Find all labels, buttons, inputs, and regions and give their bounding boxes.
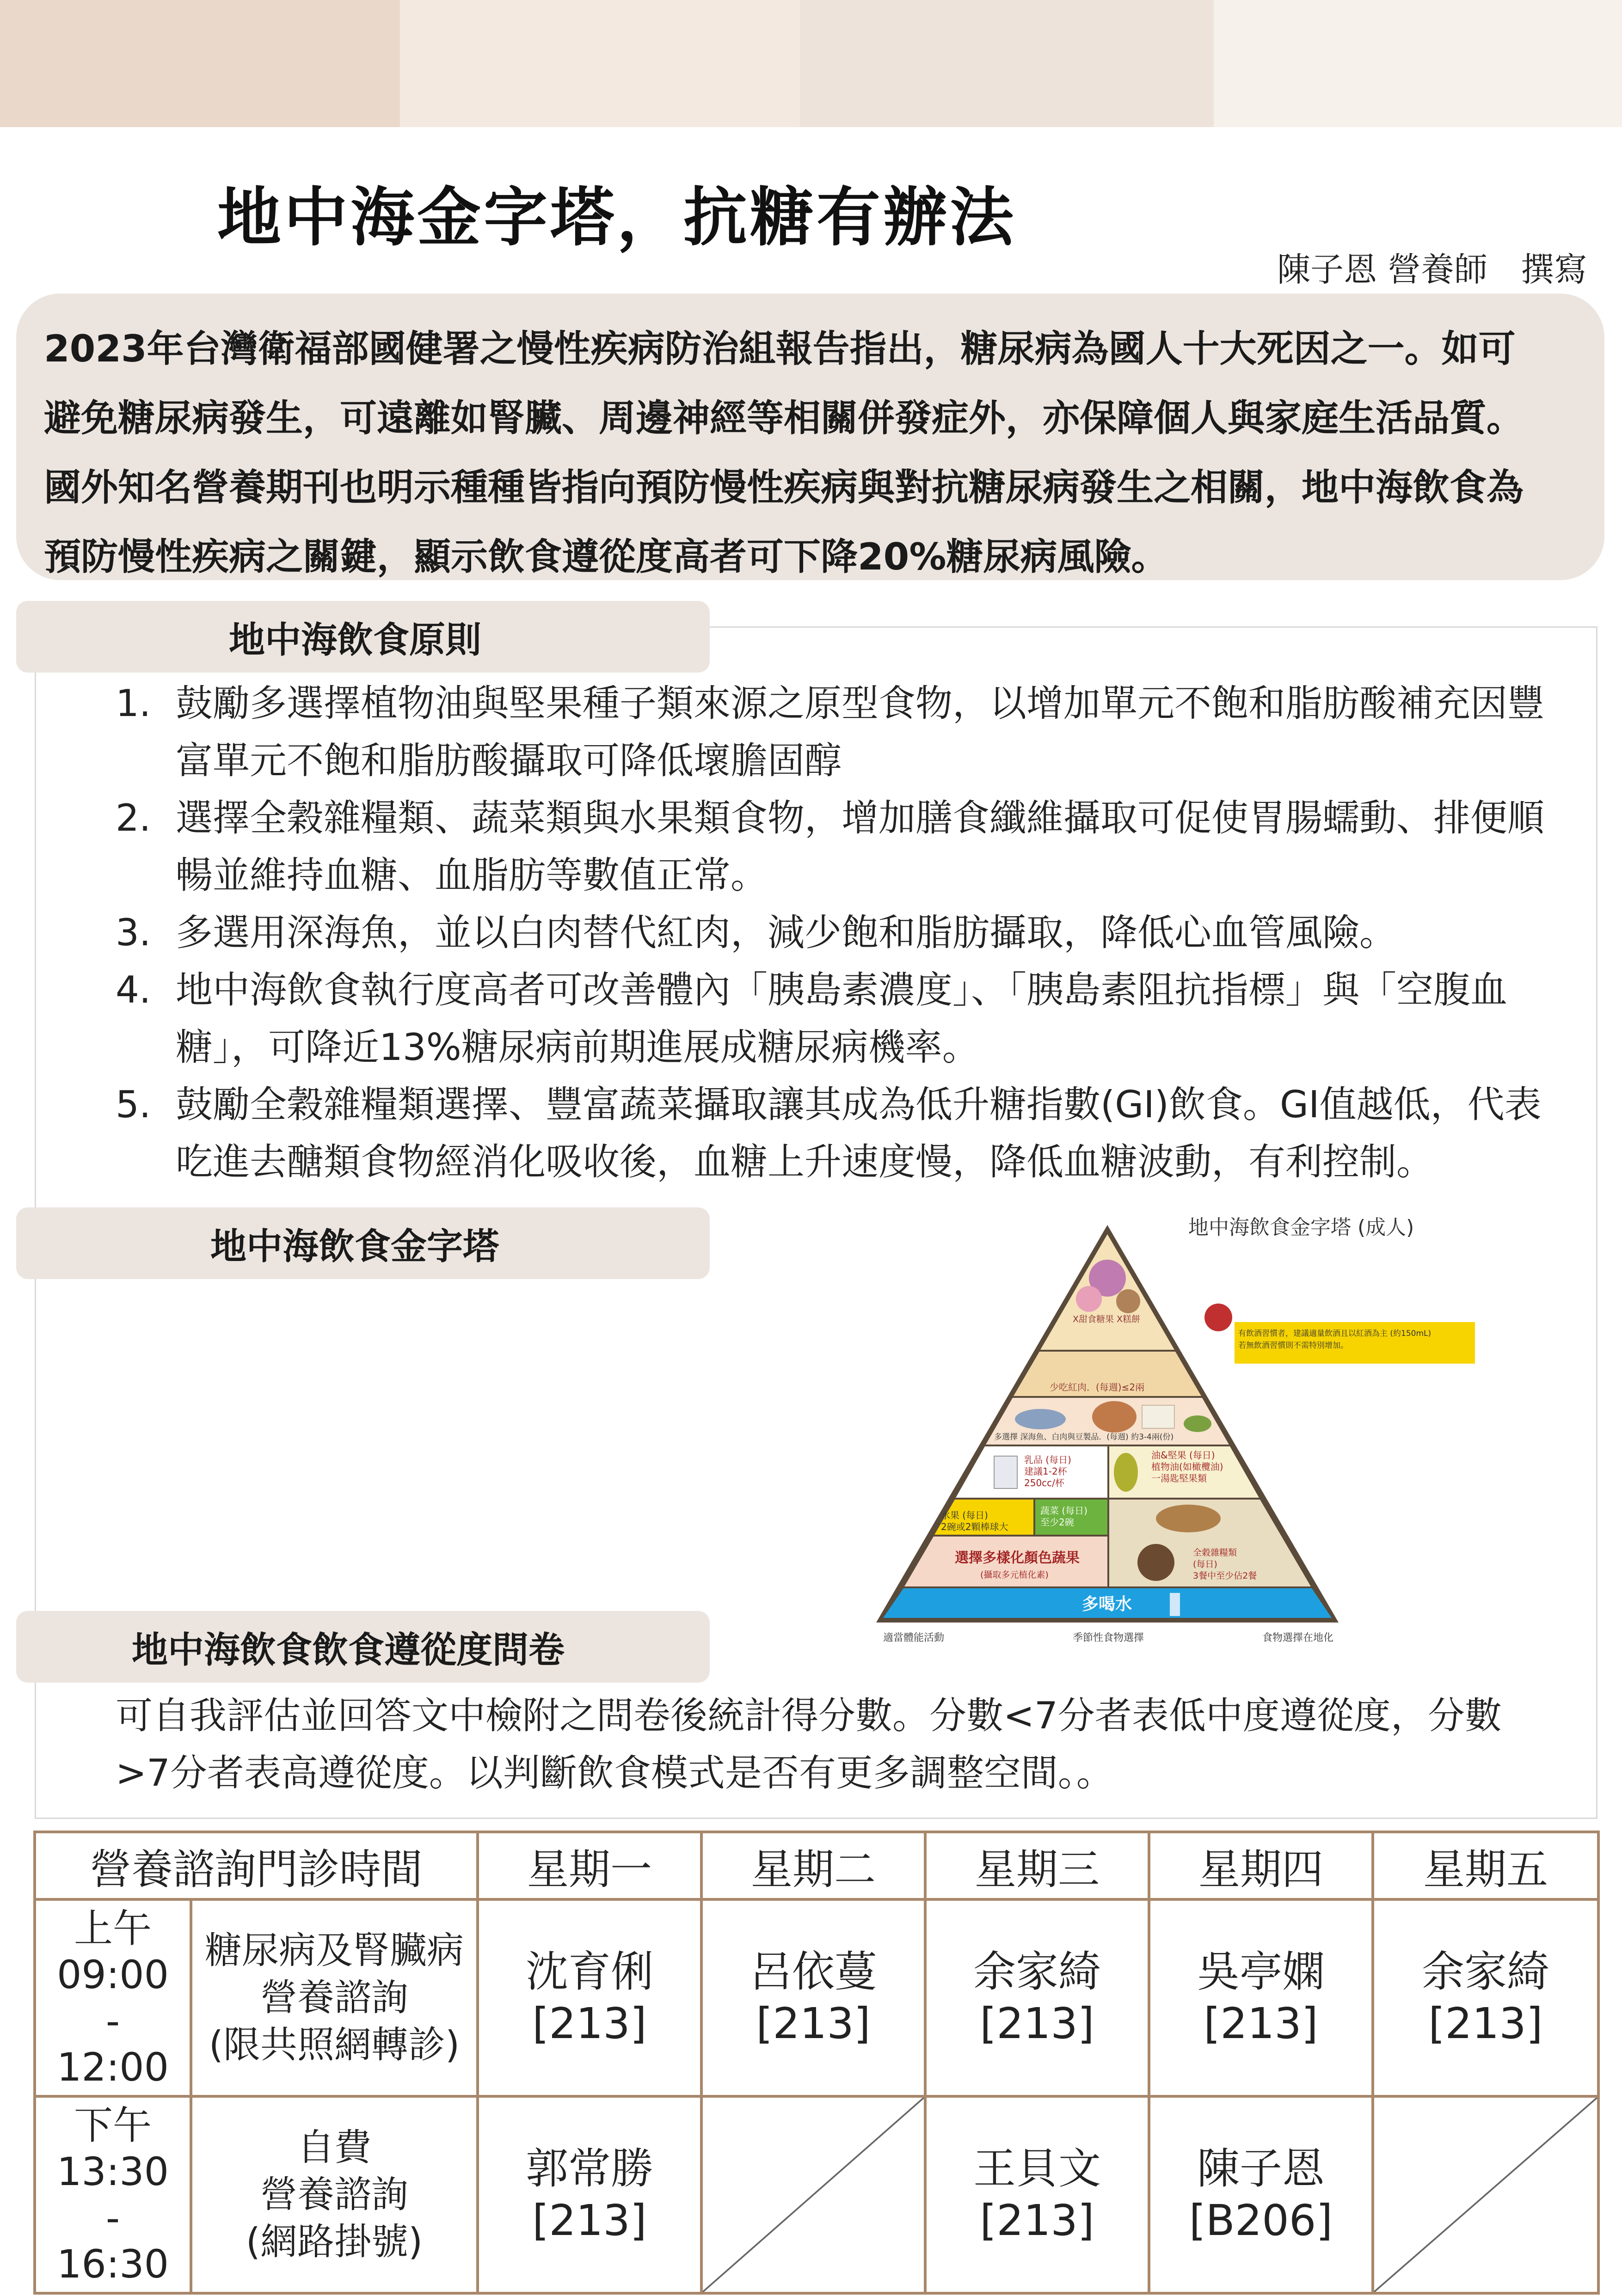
am-friday-cell xyxy=(1373,1899,1598,2096)
header-monday: 星期一 xyxy=(478,1832,701,1899)
service-line: 糖尿病及腎臟病 xyxy=(205,1929,464,1972)
room-number: [213] xyxy=(980,2196,1094,2245)
am-thursday-cell xyxy=(1149,1899,1373,2096)
header-friday: 星期五 xyxy=(1373,1832,1598,1899)
pyramid-footer-local: 食物選擇在地化 xyxy=(1262,1632,1334,1644)
beans-icon xyxy=(1184,1415,1211,1432)
grains-label: 全穀雜糧類(每日) 3餐中至少佔2餐 xyxy=(1193,1548,1257,1581)
grain-bowl-icon xyxy=(1137,1544,1174,1581)
time-line: 上午 xyxy=(74,1906,152,1951)
dietitian-name: 郭常勝 xyxy=(525,2144,653,2193)
page-title: 地中海金字塔，抗糖有辦法 xyxy=(217,180,1017,255)
room-number: [213] xyxy=(1428,1999,1543,2048)
bread-icon xyxy=(1156,1505,1221,1532)
principles-list xyxy=(116,675,1558,1191)
pm-service-cell xyxy=(191,2096,478,2293)
intro-line: 國外知名營養期刊也明示種種皆指向預防慢性疾病與對抗糖尿病發生之相關，地中海飲食為 xyxy=(44,466,1524,509)
pm-monday-cell xyxy=(478,2096,701,2293)
list-text: 多選用深海魚，並以白肉替代紅肉，減少飽和脂肪攝取，降低心血管風險。 xyxy=(176,911,1396,954)
time-line: 09:00 xyxy=(56,1952,169,1997)
header-wednesday: 星期三 xyxy=(925,1832,1149,1899)
dietitian-name: 王貝文 xyxy=(973,2144,1101,2193)
section-label-pyramid xyxy=(16,1207,710,1279)
pm-time-cell xyxy=(35,2096,191,2293)
list-number: 5. xyxy=(116,1083,151,1126)
service-line: 營養諮詢 xyxy=(260,2173,408,2216)
service-line: 營養諮詢 xyxy=(260,1976,408,2019)
header-thursday: 星期四 xyxy=(1149,1832,1373,1899)
chicken-icon xyxy=(1092,1401,1137,1433)
mediterranean-pyramid xyxy=(855,1211,1480,1683)
fruit-label: 水果 (每日) 2碗或2顆棒球大 xyxy=(941,1510,1008,1532)
clinic-schedule-table xyxy=(33,1831,1600,2295)
room-number: [213] xyxy=(532,2196,647,2245)
fish-icon xyxy=(1015,1409,1066,1429)
list-number: 1. xyxy=(116,682,151,725)
list-text: 鼓勵全穀雜糧類選擇、豐富蔬菜攝取讓其成為低升糖指數(GI)飲食。GI值越低，代表吃進去醣類食物經消化吸收後，血糖上升速度慢，降低血糖波動，有利控制。 xyxy=(176,1083,1542,1183)
intro-line: 避免糖尿病發生，可遠離如腎臟、周邊神經等相關併發症外，亦保障個人與家庭生活品質。 xyxy=(44,397,1524,440)
list-text: 選擇全穀雜糧類、蔬菜類與水果類食物，增加膳食纖維攝取可促使胃腸蠕動、排便順暢並維持血糖、血脂肪等數值正常。 xyxy=(176,796,1544,897)
dietitian-name: 吳亭嫻 xyxy=(1197,1947,1325,1996)
time-line: 13:30 xyxy=(56,2149,169,2194)
water-bottle-icon xyxy=(1170,1593,1180,1616)
pyramid-footer-seasonal: 季節性食物選擇 xyxy=(1073,1632,1144,1644)
cookie-icon xyxy=(1116,1289,1140,1313)
list-number: 3. xyxy=(116,911,151,954)
time-line: 下午 xyxy=(74,2103,152,2148)
dietitian-name: 余家綺 xyxy=(973,1947,1101,1996)
am-monday-cell xyxy=(478,1899,701,2096)
time-line: 16:30 xyxy=(56,2241,169,2287)
table-row xyxy=(35,1899,1598,2096)
service-line: (網路掛號) xyxy=(246,2220,423,2263)
dietitian-name: 陳子恩 xyxy=(1197,2144,1325,2193)
am-service-cell xyxy=(191,1899,478,2096)
cake-icon xyxy=(1076,1286,1102,1312)
list-number: 2. xyxy=(116,796,151,839)
pm-wednesday-cell xyxy=(925,2096,1149,2293)
dietitian-name: 余家綺 xyxy=(1421,1947,1549,1996)
header-clinic-hours: 營養諮詢門診時間 xyxy=(35,1832,478,1899)
time-line: 12:00 xyxy=(56,2045,169,2090)
section-title: 地中海飲食飲食遵從度問卷 xyxy=(132,1629,565,1671)
colorful-sub-label: (攝取多元植化素) xyxy=(980,1570,1049,1580)
header-band-1 xyxy=(0,0,400,127)
am-wednesday-cell xyxy=(925,1899,1149,2096)
room-number: [213] xyxy=(756,1999,871,2048)
pm-thursday-cell xyxy=(1149,2096,1373,2293)
empty-slash xyxy=(1374,2098,1597,2292)
wine-glass-icon xyxy=(1204,1304,1232,1331)
list-number: 4. xyxy=(116,968,151,1011)
time-line: - xyxy=(105,2195,120,2241)
empty-slash xyxy=(703,2098,924,2292)
list-item xyxy=(116,1076,1558,1191)
section-label-survey xyxy=(16,1611,710,1683)
time-line: - xyxy=(105,1998,120,2044)
author-line: 陳子恩 營養師 撰寫 xyxy=(1277,250,1587,289)
water-label: 多喝水 xyxy=(1082,1595,1132,1614)
dietitian-name: 沈育俐 xyxy=(525,1947,653,1996)
list-item xyxy=(116,961,1558,1076)
intro-line: 2023年台灣衛福部國健署之慢性疾病防治組報告指出，糖尿病為國人十大死因之一。如可 xyxy=(44,327,1516,370)
protein-label: 多選擇 深海魚、白肉與豆製品．(每週) 約3-4兩(份) xyxy=(994,1433,1174,1442)
header-band-2 xyxy=(400,0,800,127)
list-item xyxy=(116,904,1558,961)
header-band-3 xyxy=(800,0,1214,127)
milk-icon xyxy=(994,1456,1017,1488)
service-line: 自費 xyxy=(297,2126,371,2169)
header-band-4 xyxy=(1214,0,1622,127)
room-number: [B206] xyxy=(1189,2196,1333,2245)
redmeat-label: 少吃紅肉．(每週)≤2兩 xyxy=(1050,1382,1145,1393)
room-number: [213] xyxy=(1204,1999,1318,2048)
table-row xyxy=(35,2096,1598,2293)
am-time-cell xyxy=(35,1899,191,2096)
room-number: [213] xyxy=(532,1999,647,2048)
list-item xyxy=(116,675,1558,790)
header-tuesday: 星期二 xyxy=(701,1832,925,1899)
section-title: 地中海飲食金字塔 xyxy=(210,1225,499,1267)
oils-label: 油&堅果 (每日)植物油(如橄欖油)一湯匙堅果類 xyxy=(1151,1450,1223,1484)
section-label-principles xyxy=(16,601,710,673)
sweets-label: X甜食糖果 X糕餅 xyxy=(1073,1314,1141,1324)
list-item xyxy=(116,790,1558,904)
list-text: 地中海飲食執行度高者可改善體內「胰島素濃度」、「胰島素阻抗指標」與「空腹血糖」，可降近13%糖尿病前期進展成糖尿病機率。 xyxy=(176,968,1507,1069)
tofu-icon xyxy=(1142,1405,1174,1428)
dairy-label: 乳品 (每日)建議1-2杯 250cc/杯 xyxy=(1024,1454,1071,1488)
table-header-row xyxy=(35,1832,1598,1899)
pyramid-title: 地中海飲食金字塔 (成人) xyxy=(1188,1216,1414,1239)
dietitian-name: 呂依蔓 xyxy=(749,1947,877,1996)
pm-friday-empty-cell xyxy=(1373,2096,1598,2293)
survey-description: 可自我評估並回答文中檢附之問卷後統計得分數。分數<7分者表低中度遵從度，分數>7分者表高遵從度。以判斷飲食模式是否有更多調整空間。。 xyxy=(116,1694,1502,1794)
room-number: [213] xyxy=(980,1999,1094,2048)
section-title: 地中海飲食原則 xyxy=(229,619,482,661)
intro-line: 預防慢性疾病之關鍵，顯示飲食遵從度高者可下降20%糖尿病風險。 xyxy=(44,535,1168,578)
am-tuesday-cell xyxy=(701,1899,925,2096)
list-text: 鼓勵多選擇植物油與堅果種子類來源之原型食物，以增加單元不飽和脂肪酸補充因豐富單元不飽和脂肪酸攝取可降低壞膽固醇 xyxy=(176,682,1544,782)
intro-box xyxy=(16,294,1604,580)
pyramid-footer-activity: 適當體能活動 xyxy=(883,1632,945,1644)
olive-oil-icon xyxy=(1114,1453,1138,1492)
veg-label: 蔬菜 (每日)至少2碗 xyxy=(1040,1505,1087,1528)
pm-tuesday-empty-cell xyxy=(701,2096,925,2293)
colorful-label: 選擇多樣化顏色蔬果 xyxy=(955,1550,1080,1566)
wine-note: 有飲酒習慣者，建議適量飲酒且以紅酒為主 (約150mL)若無飲酒習慣則不需特別增加。 xyxy=(1238,1329,1432,1350)
service-line: (限共照網轉診) xyxy=(209,2023,460,2066)
